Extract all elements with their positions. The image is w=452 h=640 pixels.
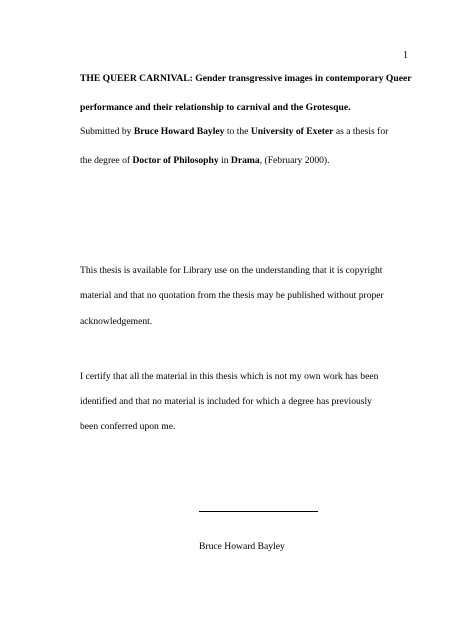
submission-statement-line-2 [80, 155, 330, 167]
copyright-statement-line-1: This thesis is available for Library use on the understanding that it is copyright [80, 265, 383, 276]
subject-name: Drama [230, 155, 260, 166]
thesis-title-line-1: THE QUEER CARNIVAL: Gender transgressive images in contemporary Queer [80, 73, 412, 84]
certification-statement-line-3: been conferred upon me. [80, 421, 176, 432]
signature-line [199, 511, 318, 512]
page-number: 1 [403, 50, 408, 61]
submission-text: in [218, 155, 231, 166]
university-name: University of Exeter [250, 126, 334, 137]
copyright-statement-line-2: material and that no quotation from the thesis may be published without proper [80, 290, 384, 301]
submission-text: to the [224, 126, 251, 137]
copyright-statement-line-3: acknowledgement. [80, 316, 153, 327]
submission-text: , (February 2000). [259, 155, 330, 166]
submission-text: the degree of [80, 155, 133, 166]
submission-statement-line-1 [80, 126, 388, 138]
submission-text: as a thesis for [333, 126, 389, 137]
certification-statement-line-2: identified and that no material is included for which a degree has previously [80, 396, 372, 407]
certification-statement-line-1: I certify that all the material in this thesis which is not my own work has been [80, 371, 379, 382]
signature-name: Bruce Howard Bayley [199, 541, 285, 552]
author-name: Bruce Howard Bayley [133, 126, 225, 137]
submission-text: Submitted by [80, 126, 134, 137]
degree-name: Doctor of Philosophy [132, 155, 219, 166]
thesis-title-line-2: performance and their relationship to carnival and the Grotesque. [80, 102, 351, 113]
